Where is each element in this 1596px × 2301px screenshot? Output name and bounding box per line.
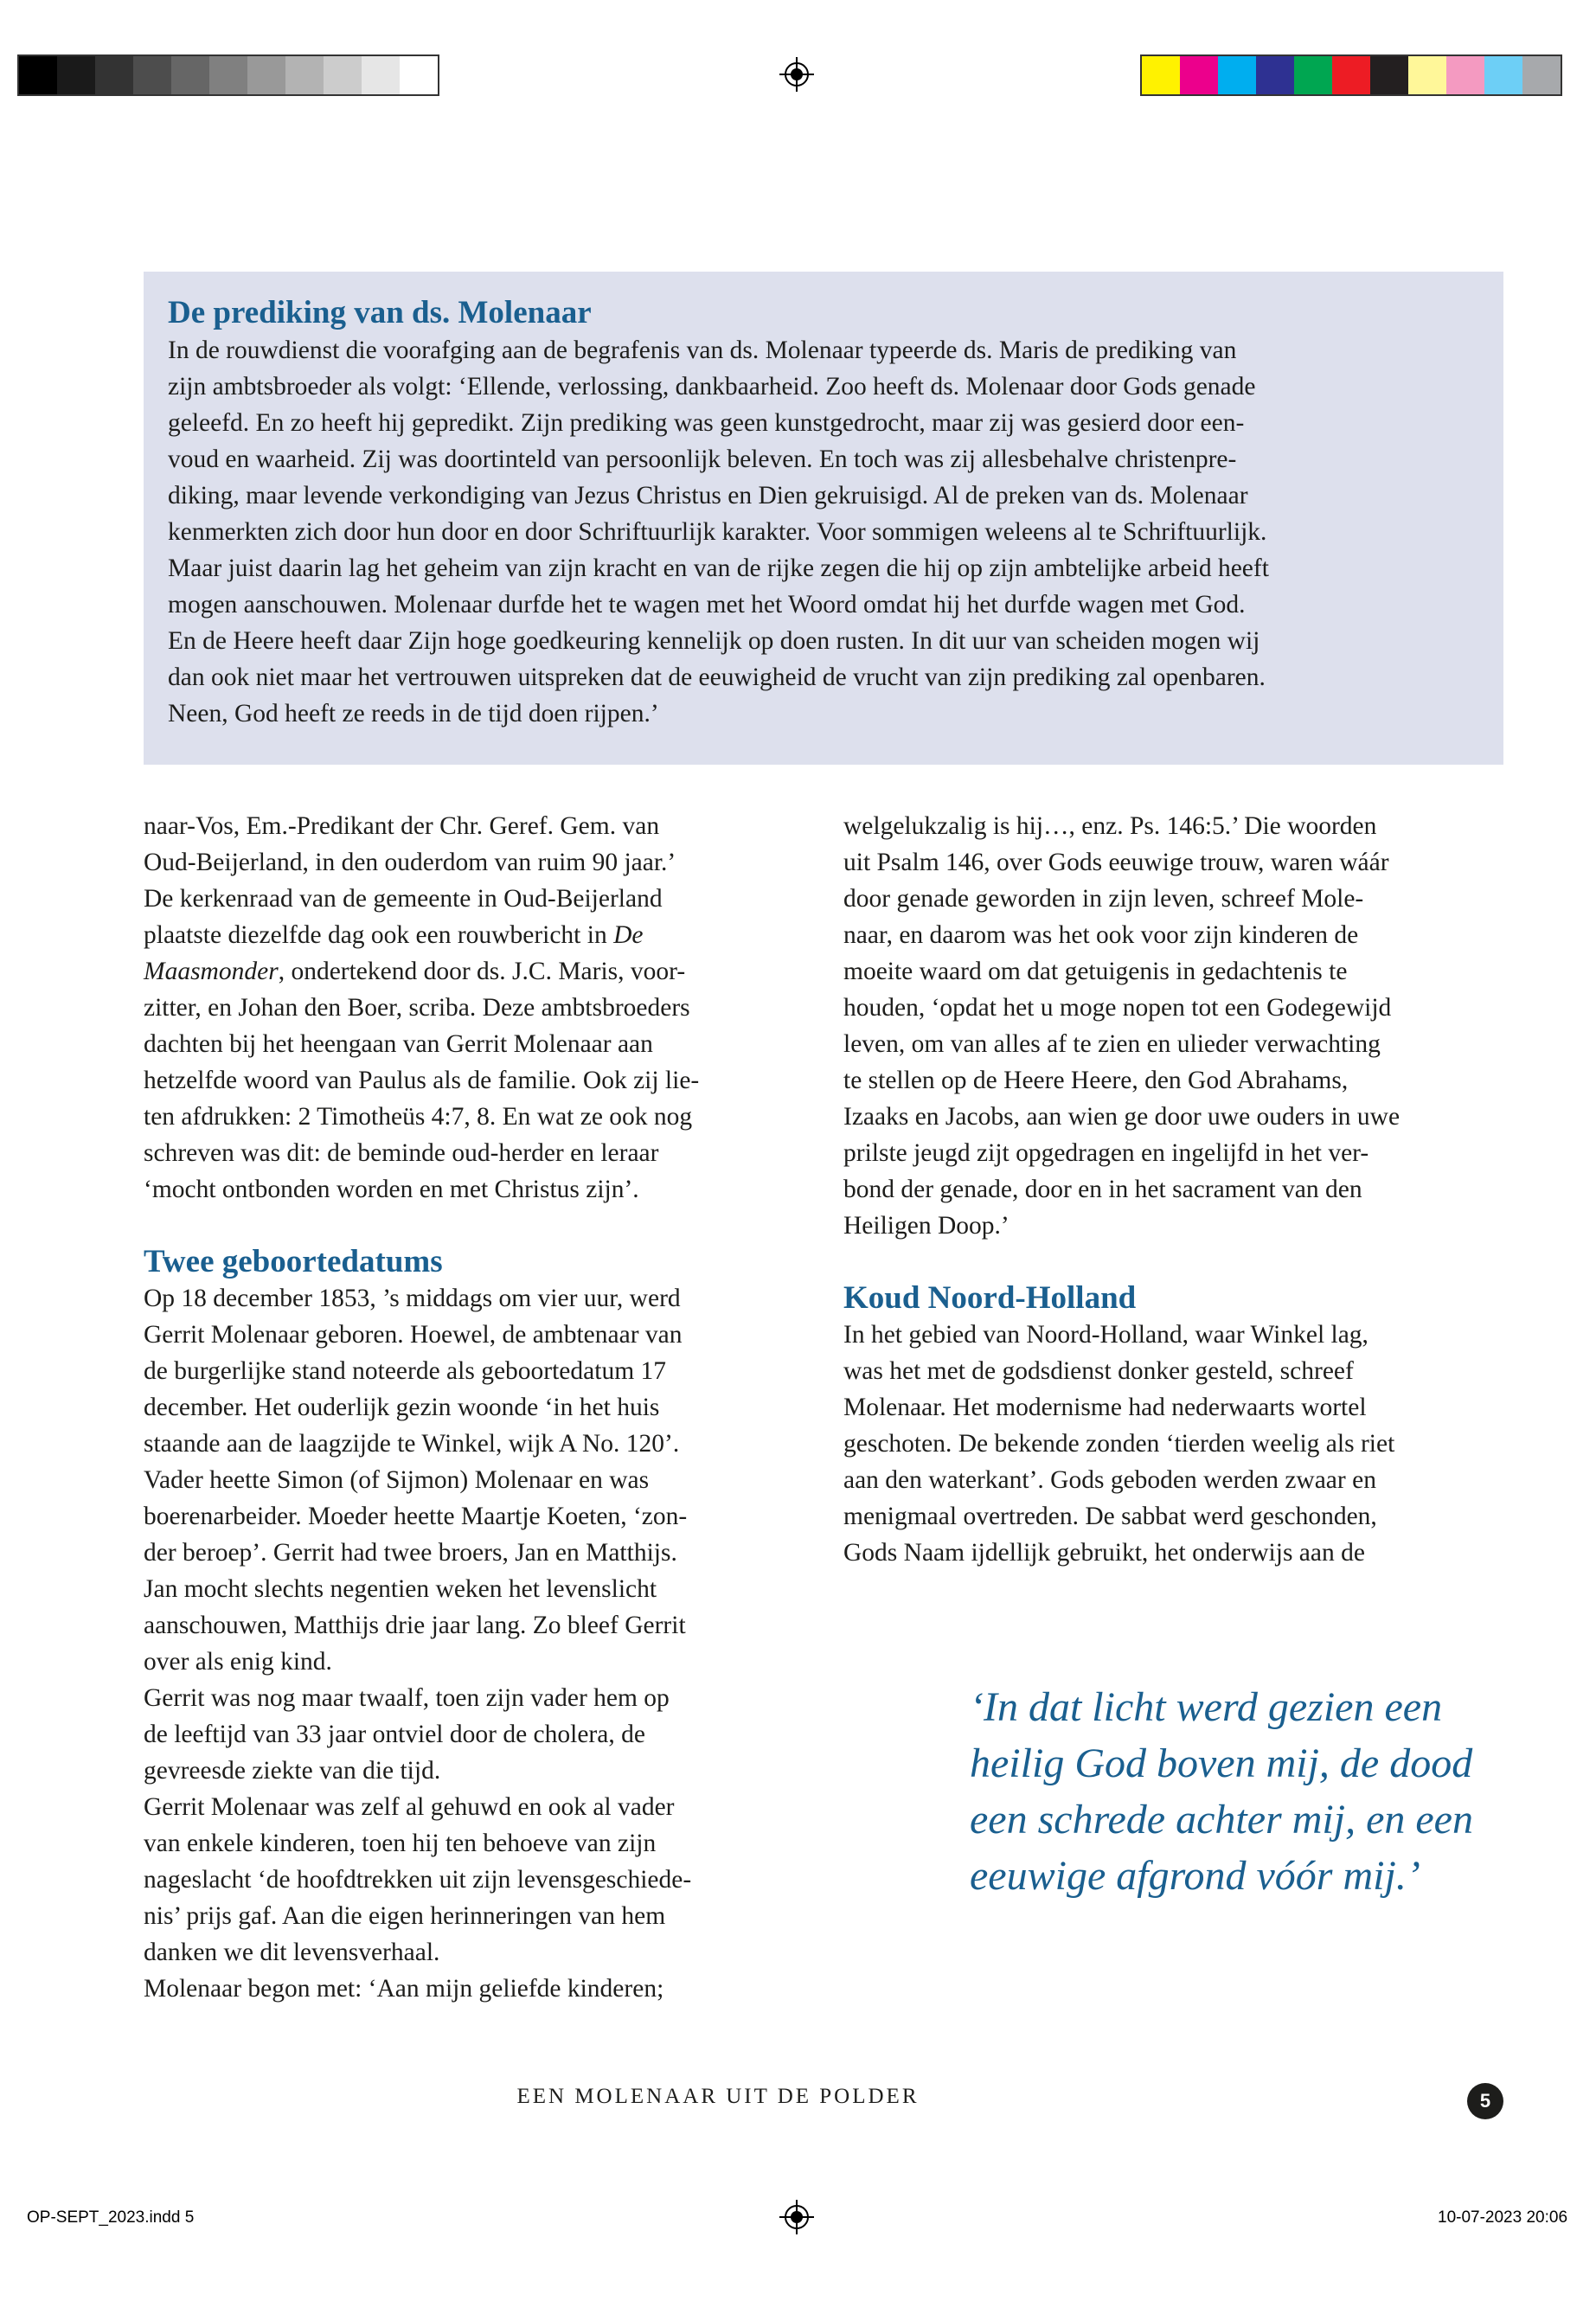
text-line: In het gebied van Noord-Holland, waar Winkel lag, (843, 1321, 1368, 1349)
quote-line: ‘In dat licht werd gezien een (970, 1684, 1443, 1730)
text-line: aan den waterkant’. Gods geboden werden zwaar en (843, 1466, 1376, 1494)
registration-mark-icon (779, 57, 814, 92)
section-heading: Koud Noord-Holland (843, 1280, 1137, 1316)
text-line: houden, ‘opdat het u moge nopen tot een Godegewijd (843, 994, 1392, 1022)
left-column (144, 808, 820, 2007)
text-line: december. Het ouderlijk gezin woonde ‘in het huis (144, 1394, 660, 1421)
text-line: kenmerkten zich door hun door en door Schriftuurlijk karakter. Voor sommigen weleens al te Schriftuurlijk. (168, 518, 1267, 546)
text-line: geschoten. De bekende zonden ‘tierden weelig als riet (843, 1430, 1395, 1458)
slug-date-time: 10-07-2023 20:06 (1438, 2208, 1568, 2227)
text-line: , ondertekend door ds. J.C. Maris, voor- (278, 958, 686, 985)
text-line: leven, om van alles af te zien en ulieder verwachting (843, 1030, 1381, 1058)
text-line: prilste jeugd zijt opgedragen en ingelijfd in het ver- (843, 1139, 1369, 1167)
text-line: Izaaks en Jacobs, aan wien ge door uwe ouders in uwe (843, 1103, 1401, 1131)
text-line: de burgerlijke stand noteerde als geboortedatum 17 (144, 1357, 667, 1385)
color-swatch (400, 56, 438, 94)
color-swatch (57, 56, 95, 94)
text-line: staande aan de laagzijde te Winkel, wijk A No. 120’. (144, 1430, 680, 1458)
text-line: Op 18 december 1853, ’s middags om vier uur, werd (144, 1285, 681, 1312)
text-line: der beroep’. Gerrit had twee broers, Jan en Matthijs. (144, 1539, 677, 1567)
text-line: dachten bij het heengaan van Gerrit Molenaar aan (144, 1030, 653, 1058)
text-line: Gerrit was nog maar twaalf, toen zijn vader hem op (144, 1684, 670, 1712)
text-line: uit Psalm 146, over Gods eeuwige trouw, waren wáár (843, 849, 1389, 876)
text-line: naar, en daarom was het ook voor zijn kinderen de (843, 921, 1359, 949)
text-line: danken we dit levensverhaal. (144, 1939, 440, 1966)
paragraph (843, 808, 1520, 1244)
section-heading: Twee geboortedatums (144, 1244, 443, 1279)
color-swatch (1256, 56, 1294, 94)
text-line: schreven was dit: de beminde oud-herder en leraar (144, 1139, 659, 1167)
text-line: gevreesde ziekte van die tijd. (144, 1757, 441, 1785)
text-line: De kerkenraad van de gemeente in Oud-Beijerland (144, 885, 663, 913)
text-line: Oud-Beijerland, in den ouderdom van ruim 90 jaar.’ (144, 849, 676, 876)
color-swatch (1370, 56, 1408, 94)
text-line: nis’ prijs gaf. Aan die eigen herinneringen van hem (144, 1902, 666, 1930)
text-line: ‘mocht ontbonden worden en met Christus zijn’. (144, 1176, 639, 1203)
text-line: Gods Naam ijdellijk gebruikt, het onderwijs aan de (843, 1539, 1365, 1567)
quote-line: eeuwige afgrond vóór mij.’ (970, 1853, 1420, 1899)
right-column (843, 808, 1520, 1571)
color-swatch (133, 56, 171, 94)
color-swatch (19, 56, 57, 94)
text-line: aanschouwen, Matthijs drie jaar lang. Zo bleef Gerrit (144, 1612, 686, 1639)
color-swatch (1142, 56, 1180, 94)
text-line: door genade geworden in zijn leven, schreef Mole- (843, 885, 1364, 913)
registration-mark-icon (779, 2200, 814, 2234)
paragraph (843, 1317, 1520, 1571)
color-swatch (171, 56, 209, 94)
text-line: Jan mocht slechts negentien weken het levenslicht (144, 1575, 657, 1603)
text-line: In de rouwdienst die voorafging aan de begrafenis van ds. Molenaar typeerde ds. Maris de prediking van (168, 336, 1237, 364)
text-line: nageslacht ‘de hoofdtrekken uit zijn levensgeschiede- (144, 1866, 692, 1894)
text-line: voud en waarheid. Zij was doortinteld van persoonlijk beleven. En toch was zij allesbehalve christenpre- (168, 445, 1237, 473)
color-swatch (209, 56, 247, 94)
text-line: Gerrit Molenaar was zelf al gehuwd en ook al vader (144, 1793, 675, 1821)
color-swatch (1522, 56, 1561, 94)
text-line: ten afdrukken: 2 Timotheüs 4:7, 8. En wat ze ook nog (144, 1103, 693, 1131)
text-line: naar-Vos, Em.-Predikant der Chr. Geref. Gem. van (144, 812, 660, 840)
text-line: hetzelfde woord van Paulus als de familie. Ook zij lie- (144, 1067, 700, 1094)
text-line: Vader heette Simon (of Sijmon) Molenaar en was (144, 1466, 650, 1494)
color-swatch (95, 56, 133, 94)
text-line: Neen, God heeft ze reeds in de tijd doen rijpen.’ (168, 700, 659, 727)
paragraph (144, 808, 820, 1208)
pull-quote (970, 1679, 1523, 1904)
color-swatch (285, 56, 324, 94)
text-line: was het met de godsdienst donker gesteld, schreef (843, 1357, 1354, 1385)
slug-file-info: OP-SEPT_2023.indd 5 (27, 2208, 195, 2227)
color-swatch (1294, 56, 1332, 94)
text-line: Maar juist daarin lag het geheim van zijn kracht en van de rijke zegen die hij op zijn ambtelijke arbeid heeft (168, 554, 1269, 582)
color-swatch (1484, 56, 1522, 94)
paragraph (144, 1680, 820, 1789)
text-line: boerenarbeider. Moeder heette Maartje Koeten, ‘zon- (144, 1503, 688, 1530)
text-line: welgelukzalig is hij…, enz. Ps. 146:5.’ Die woorden (843, 812, 1377, 840)
page-number-badge: 5 (1467, 2083, 1503, 2119)
text-line: diking, maar levende verkondiging van Jezus Christus en Dien gekruisigd. Al de preken van ds. Molenaar (168, 482, 1248, 510)
color-swatch (1180, 56, 1218, 94)
text-line: mogen aanschouwen. Molenaar durfde het te wagen met het Woord omdat hij het durfde wagen met God. (168, 591, 1246, 619)
text-line: de leeftijd van 33 jaar ontviel door de cholera, de (144, 1721, 645, 1748)
grayscale-calibration-bar (17, 54, 439, 96)
quote-line: een schrede achter mij, en een (970, 1797, 1473, 1843)
text-line: geleefd. En zo heeft hij gepredikt. Zijn prediking was geen kunstgedrocht, maar zij was gesierd door een- (168, 409, 1245, 437)
color-swatch (1446, 56, 1484, 94)
text-line: plaatste diezelfde dag ook een rouwbericht in (144, 921, 607, 949)
quote-line: heilig God boven mij, de dood (970, 1740, 1473, 1786)
text-line: Heiligen Doop.’ (843, 1212, 1010, 1240)
text-line: En de Heere heeft daar Zijn hoge goedkeuring kennelijk op doen rusten. In dit uur van scheiden mogen wij (168, 627, 1260, 655)
color-swatch (247, 56, 285, 94)
text-line: moeite waard om dat getuigenis in gedachtenis te (843, 958, 1348, 985)
box-body (168, 332, 1479, 732)
text-line: Molenaar. Het modernisme had nederwaarts wortel (843, 1394, 1367, 1421)
sermon-box (144, 272, 1503, 765)
text-line: Molenaar begon met: ‘Aan mijn geliefde kinderen; (144, 1975, 664, 2003)
box-title: De prediking van ds. Molenaar (168, 295, 592, 330)
paragraph (144, 1971, 820, 2007)
text-line: over als enig kind. (144, 1648, 332, 1676)
text-line: zijn ambtsbroeder als volgt: ‘Ellende, verlossing, dankbaarheid. Zoo heeft ds. Molenaar door Gods genade (168, 373, 1256, 401)
text-line: zitter, en Johan den Boer, scriba. Deze ambtsbroeders (144, 994, 690, 1022)
color-swatch (324, 56, 362, 94)
newspaper-name: Maasmonder (144, 958, 279, 985)
text-line: van enkele kinderen, toen hij ten behoeve van zijn (144, 1830, 657, 1857)
color-swatch (1332, 56, 1370, 94)
paragraph (144, 1280, 820, 1680)
color-swatch (1408, 56, 1446, 94)
text-line: Gerrit Molenaar geboren. Hoewel, de ambtenaar van (144, 1321, 683, 1349)
text-line: menigmaal overtreden. De sabbat werd geschonden, (843, 1503, 1377, 1530)
text-line: bond der genade, door en in het sacrament van den (843, 1176, 1362, 1203)
color-swatch (362, 56, 400, 94)
paragraph (144, 1789, 820, 1971)
text-line: te stellen op de Heere Heere, den God Abrahams, (843, 1067, 1349, 1094)
newspaper-name: De (613, 921, 644, 949)
running-footer-title: EEN MOLENAAR UIT DE POLDER (516, 2085, 920, 2108)
color-calibration-bar (1140, 54, 1562, 96)
text-line: dan ook niet maar het vertrouwen uitspreken dat de eeuwigheid de vrucht van zijn prediking zal openbaren. (168, 663, 1266, 691)
color-swatch (1218, 56, 1256, 94)
